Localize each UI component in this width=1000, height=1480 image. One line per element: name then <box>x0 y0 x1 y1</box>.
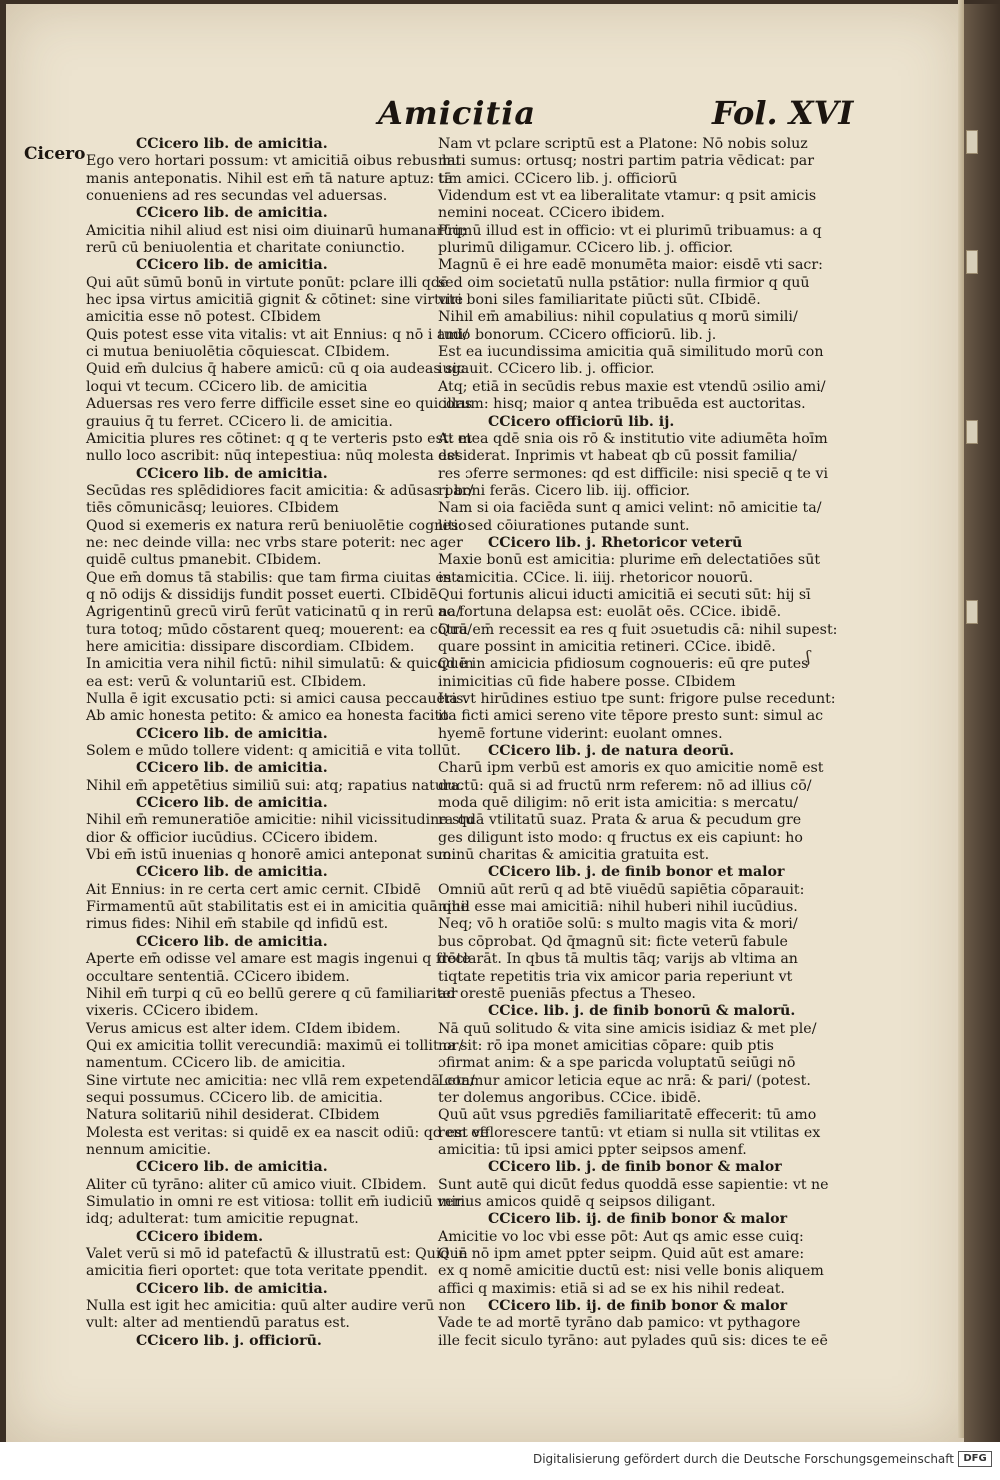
text-line: iugauit. CCicero lib. j. officior. <box>438 361 655 378</box>
folio-number: Fol. XVI <box>712 94 854 132</box>
text-line: Natura solitariū nihil desiderat. CIbidem <box>86 1107 380 1124</box>
text-line: Quū em̄ recessit ea res q fuit ɔsuetudis cā: nihil supest: <box>438 621 838 638</box>
text-line: hyemē fortune viderint: euolant omnes. <box>438 725 723 742</box>
text-line: here amicitia: dissipare discordiam. CIbidem. <box>86 638 415 655</box>
text-line: amicitia esse nō potest. CIbidem <box>86 309 321 326</box>
left-text-column <box>86 136 489 1350</box>
text-line: ter dolemus angoribus. CCice. ibidē. <box>438 1089 702 1106</box>
text-line: Quod si exemeris ex natura rerū beniuolētie cognitio <box>86 517 467 534</box>
text-line: tim amici. CCicero lib. j. officiorū <box>438 170 678 187</box>
text-line: tura totoq; mūdo cōstarent queq; mouerent: ea cōtra/ <box>86 621 473 638</box>
text-line: Molesta est veritas: si quidē ex ea nascit odiū: qd est ve <box>86 1124 489 1141</box>
text-line: At mea qdē snia ois rō & institutio vite adiumēta hoīm <box>438 430 828 447</box>
text-line: amicitia fieri oportet: que tota veritate ppendit. <box>86 1263 428 1280</box>
text-line: Valet verū si mō id patefactū & illustratū est: Quid in <box>86 1246 468 1262</box>
text-line: Ita vt hirūdines estiuo tpe sunt: frigore pulse recedunt: <box>438 691 836 707</box>
text-line: grauius q̄ tu ferret. CCicero li. de amicitia. <box>86 413 393 430</box>
text-line: Primū illud est in officio: vt ei plurimū tribuamus: a q <box>438 222 822 239</box>
text-line: Ait Ennius: in re certa cert amic cernit. CIbidē <box>86 881 421 898</box>
text-line: Nulla ē igit excusatio pcti: si amici causa peccaueris. <box>86 691 468 707</box>
text-line: Secūdas res splēdidiores facit amicitia: & adūsas par/ <box>86 482 474 499</box>
text-line: Nulla est igit hec amicitia: quū alter audire verū non <box>86 1298 466 1315</box>
text-line: Aliter cū tyrāno: aliter cū amico viuit. CIbidem. <box>86 1176 427 1193</box>
text-line: quidē cultus pmanebit. CIbidem. <box>86 552 322 569</box>
text-line: Omniū aūt rerū q ad btē viuēdū sapiētia cōparauit: <box>438 881 805 898</box>
text-line: rem efflorescere tantū: vt etiam si nulla sit vtilitas ex <box>438 1124 821 1141</box>
text-line: q nō odijs & dissidijs fundit posset euerti. CIbidē <box>86 586 438 603</box>
binding-strip <box>964 4 1000 1442</box>
text-line: Ego vero hortari possum: vt amicitiā oibus rebus hu <box>86 153 461 170</box>
rubric-line: CCicero ibidem. <box>136 1228 264 1245</box>
text-line: Amicitia nihil aliud est nisi oim diuinarū humanarūq; <box>86 222 467 239</box>
rubric-line: CCicero lib. de amicitia. <box>136 465 328 482</box>
rubric-line: CCicero lib. de amicitia. <box>136 257 328 274</box>
rubric-line: CCicero lib. ij. de finib bonor & malor <box>488 1211 788 1228</box>
text-line: desiderat. Inprimis vt habeat qb cū possit familia/ <box>438 448 797 465</box>
text-line: vixeris. CCicero ibidem. <box>86 1003 259 1020</box>
text-line: Amicitie vo loc vbi esse pōt: Aut qs amic esse cuiq: <box>438 1228 804 1245</box>
rubric-line: CCicero lib. ij. de finib bonor & malor <box>488 1298 788 1315</box>
text-line: loqui vt tecum. CCicero lib. de amicitia <box>86 378 368 395</box>
text-line: ad orestē pueniās pfectus a Theseo. <box>438 985 696 1002</box>
text-line: Quid em̄ dulcius q̄ habere amicū: cū q oia audeas sic <box>86 361 465 378</box>
text-line: Aperte em̄ odisse vel amare est magis ingenui q frōte <box>86 951 471 968</box>
text-line: ɔfirmat anim: & a spe paricda voluptatū seiūgi nō <box>438 1055 796 1072</box>
text-line: affici q maximis: etiā si ad se ex his nihil redeat. <box>438 1280 785 1297</box>
rubric-line: CCice. lib. j. de finib bonorū & malorū. <box>488 1003 796 1020</box>
text-line: Agrigentinū grecū virū ferūt vaticinatū q in rerū na/ <box>86 604 461 621</box>
text-line: tiqtate repetitis tria vix amicor paria reperiunt vt <box>438 968 793 985</box>
text-line: na sit: rō ipa monet amicitias cōpare: quib ptis <box>438 1037 774 1054</box>
text-line: Videndum est vt ea liberalitate vtamur: q psit amicis <box>438 188 817 205</box>
text-line: Vbi em̄ istū inuenias q honorē amici anteponat suo: <box>86 847 456 864</box>
text-line: inimicitias cū fide habere posse. CIbidem <box>438 673 736 690</box>
running-title: Amicitia <box>378 94 537 132</box>
book-page <box>6 4 964 1442</box>
text-line: Quis potest esse vita vitalis: vt ait Ennius: q nō i ami/ <box>86 326 469 343</box>
text-line: declarāt. In qbus tā multis tāq; varijs ab vltima an <box>438 951 798 968</box>
text-line: rimus fides: Nihil em̄ stabile qd infidū est. <box>86 916 389 933</box>
text-line: plurimū diligamur. CCicero lib. j. officior. <box>438 240 734 257</box>
text-line: Simulatio in omni re est vitiosa: tollit em̄ iudiciū veri: <box>86 1193 470 1210</box>
text-line: les: sed cōiurationes putande sunt. <box>438 517 690 534</box>
text-line: ri boni ferās. Cicero lib. iij. officior. <box>438 482 690 499</box>
text-line: minū charitas & amicitia gratuita est. <box>438 847 710 864</box>
text-line: ra qdā vtilitatū suaz. Prata & arua & pecudum gre <box>438 812 802 829</box>
text-line: Sunt autē qui dicūt fedus quoddā esse sapientie: vt ne <box>438 1176 829 1193</box>
index-tab <box>966 420 978 444</box>
text-line: ille fecit siculo tyrāno: aut pylades quū sis: dices te eē <box>438 1332 828 1349</box>
text-line: Qui aūt sūmū bonū in virtute ponūt: pclare illi qdē <box>86 274 449 291</box>
text-line: Qui fortunis alicui iducti amicitiā ei secuti sūt: hij sī <box>438 586 811 603</box>
text-line: Nihil em̄ turpi q cū eo bellū gerere q cū familiariter <box>86 985 458 1002</box>
text-line: bus cōprobat. Qd q̄magnū sit: ficte veterū fabule <box>438 933 788 950</box>
right-text-column <box>438 136 838 1350</box>
text-line: namentum. CCicero lib. de amicitia. <box>86 1055 346 1072</box>
rubric-line: CCicero lib. j. de finib bonor & malor <box>488 1159 782 1176</box>
dfg-logo: DFG <box>958 1451 992 1467</box>
text-line: ex q nomē amicitie ductū est: nisi velle bonis aliquem <box>438 1263 824 1280</box>
text-line: conueniens ad res secundas vel aduersas. <box>86 188 388 205</box>
footer-bar <box>0 1442 1000 1480</box>
rubric-line: CCicero lib. de amicitia. <box>136 864 328 881</box>
text-line: sequi possumus. CCicero lib. de amicitia. <box>86 1089 383 1106</box>
text-line: nemini noceat. CCicero ibidem. <box>438 205 665 222</box>
text-line: Quū aūt vsus pgrediēs familiaritatē effecerit: tū amo <box>438 1107 817 1124</box>
text-line: nati sumus: ortusq; nostri partim patria vēdicat: par <box>438 153 815 170</box>
text-line: Nā quū solitudo & vita sine amicis isidiaz & met ple/ <box>438 1020 817 1037</box>
rubric-line: CCicero lib. de amicitia. <box>136 205 328 222</box>
text-line: hec ipsa virtus amicitiā gignit & cōtinet: sine virtute <box>86 292 464 309</box>
rubric-line: CCicero officiorū lib. ij. <box>488 413 675 430</box>
text-line: ne: nec deinde villa: nec vrbs stare poterit: nec ager <box>86 534 463 551</box>
rubric-line: CCicero lib. de amicitia. <box>136 760 328 777</box>
text-line: Nihil em̄ appetētius similiū sui: atq; rapatius natura. <box>86 777 464 794</box>
text-line: Magnū ē ei hre eadē monumēta maior: eisdē vti sacr: <box>438 257 823 274</box>
text-line: Ab amic honesta petito: & amico ea honesta facito <box>86 708 449 725</box>
text-line: nihil esse mai amicitiā: nihil huberi nihil iucūdius. <box>438 899 798 916</box>
text-line: Neq; vō h oratiōe solū: s multo magis vita & mori/ <box>438 916 798 933</box>
text-line: res ɔferre sermones: qd est difficile: nisi speciē q te vi <box>438 465 828 482</box>
text-line: vult: alter ad mentiendū paratus est. <box>86 1315 350 1332</box>
text-line: corum: hisq; maior q antea tribuēda est auctoritas. <box>438 396 806 413</box>
text-line: ci mutua beniuolētia cōquiescat. CIbidem. <box>86 344 390 361</box>
text-line: tiēs cōmunicāsq; leuiores. CIbidem <box>86 500 339 517</box>
index-tab <box>966 130 978 154</box>
text-line: Atq; etiā in secūdis rebus maxie est vtendū ɔsilio ami/ <box>438 378 826 395</box>
text-line: Amicitia plures res cōtinet: q q te verteris psto est: et <box>86 430 472 447</box>
text-line: idq; adulterat: tum amicitie repugnat. <box>86 1211 359 1228</box>
rubric-line: CCicero lib. j. Rhetoricor veterū <box>488 534 743 551</box>
text-line: ita ficti amici sereno vite tēpore presto sunt: simul ac <box>438 708 824 725</box>
text-line: nullo loco ascribit: nūq intepestiua: nūq molesta est <box>86 448 460 465</box>
text-line: ea est: verū & voluntariū est. CIbidem. <box>86 673 367 690</box>
text-line: manis anteponatis. Nihil est em̄ tā nature aptuz: tā <box>86 170 453 187</box>
index-tab <box>966 250 978 274</box>
text-line: viri boni siles familiaritate piūcti sūt. CIbidē. <box>438 292 761 309</box>
rubric-line: CCicero lib. j. de natura deorū. <box>488 743 735 760</box>
text-line: Letamur amicor leticia eque ac nrā: & pari/ (potest. <box>438 1072 811 1089</box>
text-line: Vade te ad mortē tyrāno dab pamico: vt pythagore <box>438 1315 801 1332</box>
rubric-line: CCicero lib. j. de finib bonor et malor <box>488 864 785 881</box>
rubric-line: CCicero lib. j. officiorū. <box>136 1332 322 1349</box>
text-line: ges diligunt isto modo: q fructus ex eis capiunt: ho <box>438 829 803 846</box>
text-line: Aduersas res vero ferre difficile esset sine eo qui illas <box>86 396 473 413</box>
text-line: dior & officior iucūdius. CCicero ibidem. <box>86 829 378 846</box>
index-tab <box>966 600 978 624</box>
rubric-line: CCicero lib. de amicitia. <box>136 1280 328 1297</box>
text-line: Firmamentū aūt stabilitatis est ei in amicitia quā que <box>86 899 470 916</box>
text-line: ac fortuna delapsa est: euolāt oēs. CCice. ibidē. <box>438 604 782 621</box>
text-line: Que em̄ domus tā stabilis: que tam firma ciuitas est: <box>86 569 462 586</box>
text-line: rerū cū beniuolentia et charitate coniunctio. <box>86 240 405 257</box>
rubric-line: CCicero lib. de amicitia. <box>136 795 328 812</box>
text-line: Nihil em̄ amabilius: nihil copulatius q morū simili/ <box>438 309 798 326</box>
text-line: Verus amicus est alter idem. CIdem ibidem. <box>86 1020 401 1037</box>
text-line: Qui ex amicitia tollit verecundiā: maximū ei tollit or/ <box>86 1037 464 1054</box>
marginal-mark: ʃ <box>806 647 811 666</box>
rubric-line: CCicero lib. de amicitia. <box>136 933 328 950</box>
footer-credit: Digitalisierung gefördert durch die Deutsche Forschungsgemeinschaft <box>532 1452 954 1466</box>
text-line: occultare sententiā. CCicero ibidem. <box>86 968 350 985</box>
text-line: minus amicos quidē q seipsos diligant. <box>438 1193 716 1210</box>
text-line: moda quē diligim: nō erit ista amicitia: s mercatu/ <box>438 795 799 812</box>
text-line: Nam vt pclare scriptū est a Platone: Nō nobis soluz <box>438 136 808 152</box>
text-line: tudo bonorum. CCicero officiorū. lib. j. <box>438 326 717 343</box>
margin-note: Cicero <box>24 144 86 164</box>
text-line: amicitia: tū ipsi amici ppter seipsos amenf. <box>438 1141 747 1158</box>
text-line: in amicitia. CCice. li. iiij. rhetoricor nouorū. <box>438 569 754 586</box>
rubric-line: CCicero lib. de amicitia. <box>136 725 328 742</box>
text-line: sed oim societatū nulla pstātior: nulla firmior q quū <box>438 274 810 291</box>
text-line: nennum amicitie. <box>86 1141 211 1158</box>
rubric-line: CCicero lib. de amicitia. <box>136 136 328 152</box>
text-line: Maxie bonū est amicitia: plurime em̄ delectatiōes sūt <box>438 552 821 569</box>
text-line: Quē nō ipm amet ppter seipm. Quid aūt est amare: <box>438 1246 805 1262</box>
text-line: Charū ipm verbū est amoris ex quo amicitie nomē est <box>438 760 824 777</box>
text-line: Nihil em̄ remuneratiōe amicitie: nihil vicissitudine stu <box>86 812 475 829</box>
text-line: ductū: quā si ad fructū nrm referem: nō ad illius cō/ <box>438 777 812 794</box>
text-line: Quē in amicicia pfidiosum cognoueris: eū qre putes <box>438 656 809 673</box>
text-line: Sine virtute nec amicitia: nec vllā rem expetendā con/ <box>86 1072 475 1089</box>
text-line: quare possint in amicitia retineri. CCice. ibidē. <box>438 638 776 655</box>
text-line: In amicitia vera nihil fictū: nihil simulatū: & quicqd in <box>86 656 474 673</box>
text-line: Est ea iucundissima amicitia quā similitudo morū con <box>438 344 824 361</box>
rubric-line: CCicero lib. de amicitia. <box>136 1159 328 1176</box>
text-line: Solem e mūdo tollere vident: q amicitiā e vita tollūt. <box>86 743 461 760</box>
text-line: Nam si oia faciēda sunt q amici velint: nō amicitie ta/ <box>438 500 822 517</box>
